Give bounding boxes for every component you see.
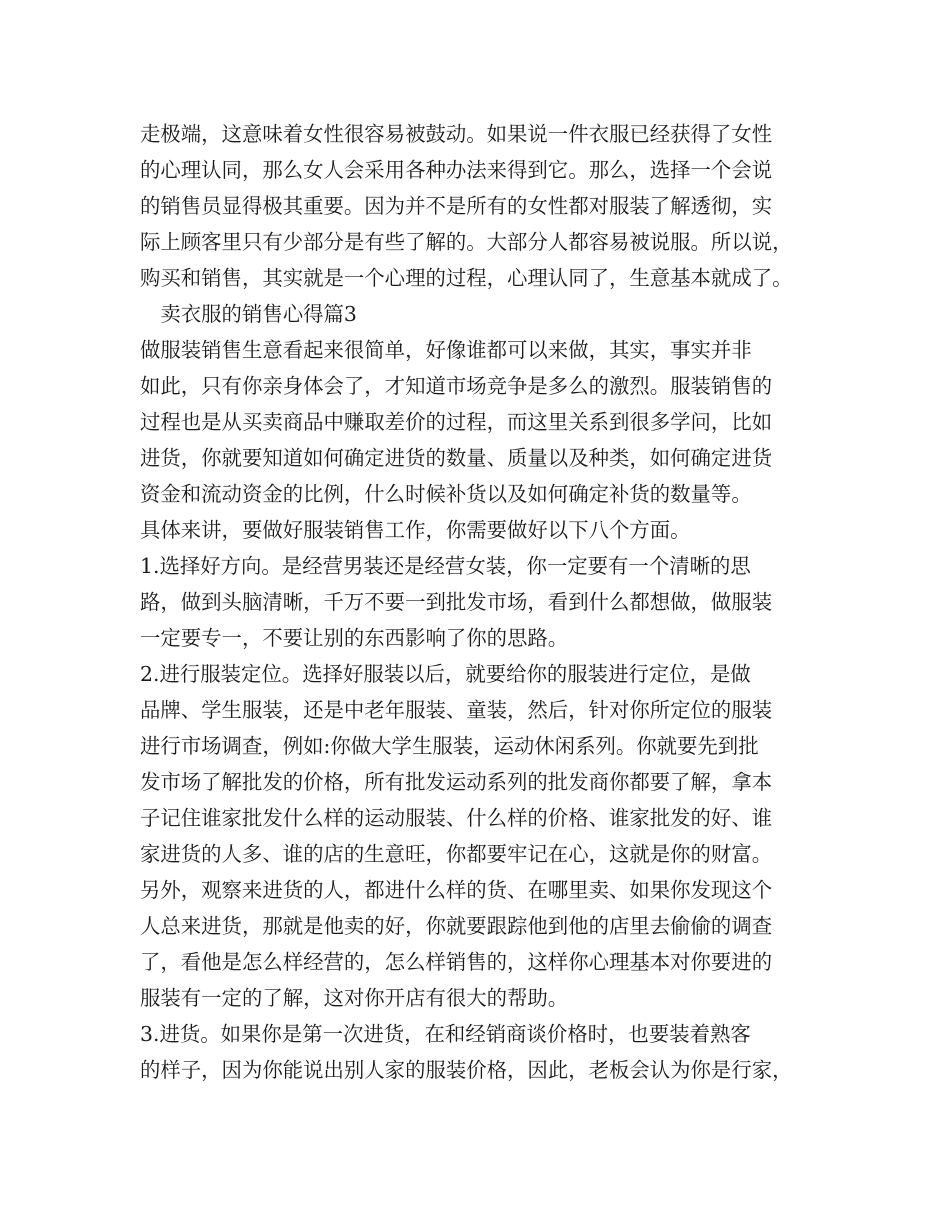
text-line: 的样子，因为你能说出别人家的服装价格，因此，老板会认为你是行家， <box>140 1058 793 1082</box>
text-line: 的心理认同，那么女人会采用各种办法来得到它。那么，选择一个会说 <box>140 158 773 182</box>
text-line: 服装有一定的了解，这对你开店有很大的帮助。 <box>140 986 569 1010</box>
text-line: 的销售员显得极其重要。因为并不是所有的女性都对服装了解透彻，实 <box>140 194 773 218</box>
section-heading: 卖衣服的销售心得篇3 <box>140 302 357 326</box>
text-line: 一定要专一，不要让别的东西影响了你的思路。 <box>140 626 569 650</box>
text-line: 子记住谁家批发什么样的运动服装、什么样的价格、谁家批发的好、谁 <box>140 806 773 830</box>
text-line: 2.进行服装定位。选择好服装以后，就要给你的服装进行定位，是做 <box>140 662 751 686</box>
text-line: 具体来讲，要做好服装销售工作，你需要做好以下八个方面。 <box>140 518 691 542</box>
text-line: 进行市场调查，例如:你做大学生服装，运动休闲系列。你就要先到批 <box>140 734 759 758</box>
text-line: 家进货的人多、谁的店的生意旺，你都要牢记在心，这就是你的财富。 <box>140 842 773 866</box>
text-line: 人总来进货，那就是他卖的好，你就要跟踪他到他的店里去偷偷的调查 <box>140 914 773 938</box>
text-line: 过程也是从买卖商品中赚取差价的过程，而这里关系到很多学问，比如 <box>140 410 773 434</box>
text-line: 购买和销售，其实就是一个心理的过程，心理认同了，生意基本就成了。 <box>140 266 793 290</box>
text-line: 品牌、学生服装，还是中老年服装、童装，然后，针对你所定位的服装 <box>140 698 773 722</box>
text-line: 路，做到头脑清晰，千万不要一到批发市场，看到什么都想做，做服装 <box>140 590 773 614</box>
text-line: 3.进货。如果你是第一次进货，在和经销商谈价格时，也要装着熟客 <box>140 1022 751 1046</box>
text-line: 1.选择好方向。是经营男装还是经营女装，你一定要有一个清晰的思 <box>140 554 751 578</box>
text-line: 发市场了解批发的价格，所有批发运动系列的批发商你都要了解，拿本 <box>140 770 773 794</box>
text-line: 走极端，这意味着女性很容易被鼓动。如果说一件衣服已经获得了女性 <box>140 122 773 146</box>
text-line: 另外，观察来进货的人，都进什么样的货、在哪里卖、如果你发现这个 <box>140 878 773 902</box>
text-line: 际上顾客里只有少部分是有些了解的。大部分人都容易被说服。所以说， <box>140 230 793 254</box>
text-line: 如此，只有你亲身体会了，才知道市场竞争是多么的激烈。服装销售的 <box>140 374 773 398</box>
text-line: 了，看他是怎么样经营的，怎么样销售的，这样你心理基本对你要进的 <box>140 950 773 974</box>
text-line: 资金和流动资金的比例，什么时候补货以及如何确定补货的数量等。 <box>140 482 752 506</box>
text-line: 做服装销售生意看起来很简单，好像谁都可以来做，其实，事实并非 <box>140 338 752 362</box>
text-line: 进货，你就要知道如何确定进货的数量、质量以及种类，如何确定进货 <box>140 446 773 470</box>
